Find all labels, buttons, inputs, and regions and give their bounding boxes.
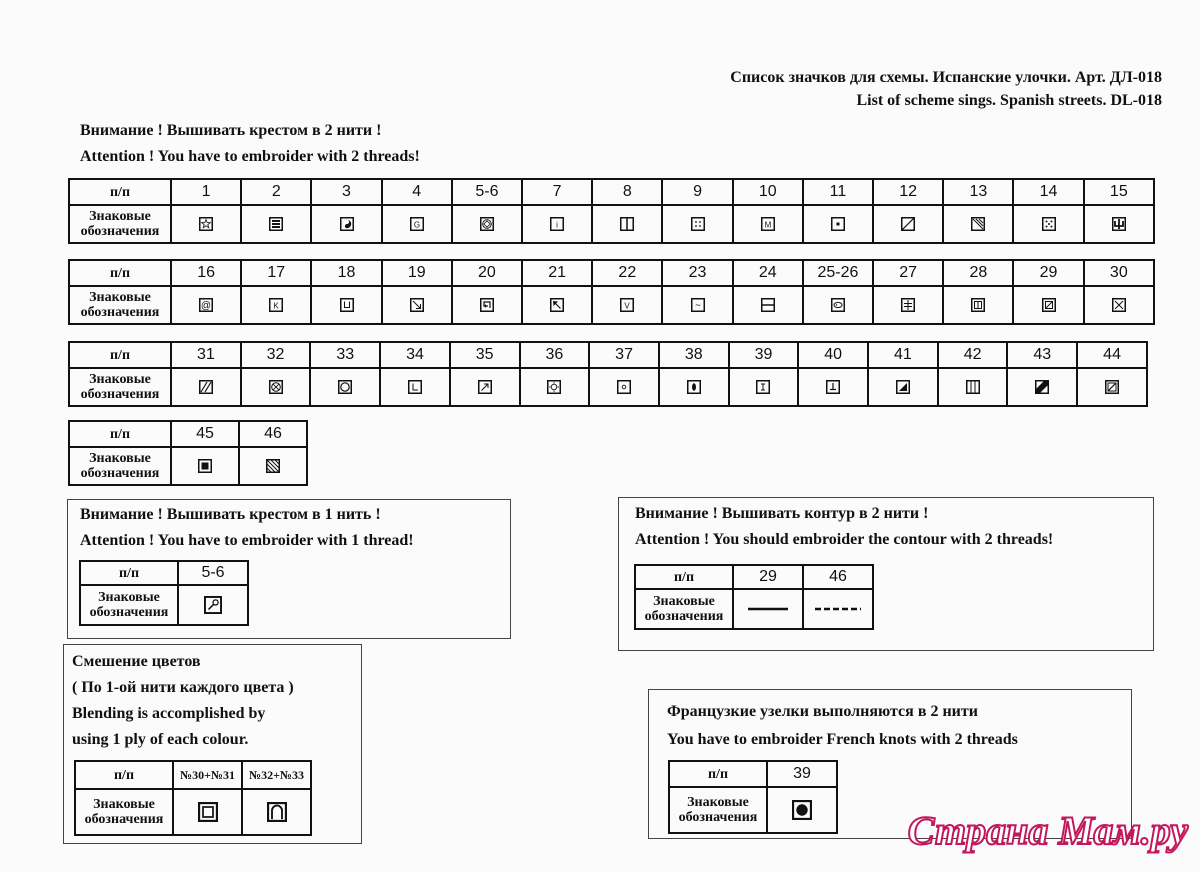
symbols-label-line-2: обозначения <box>80 224 160 239</box>
symbol-table-1-thread <box>79 560 249 626</box>
symbol-cell <box>173 789 242 835</box>
diamond-in-circle-icon <box>480 217 494 231</box>
symbol-cell <box>380 368 450 406</box>
notice-1-thread <box>80 502 414 554</box>
symbol-cell <box>1013 286 1083 324</box>
blending-ru-2: ( По 1-ой нити каждого цвета ) <box>72 679 294 696</box>
notice-contour <box>635 501 1053 553</box>
symbol-number: 5-6 <box>452 179 522 205</box>
symbol-number: 15 <box>1084 179 1154 205</box>
title-en: List of scheme sings. Spanish streets. DL-018 <box>856 92 1162 109</box>
filled-diagonal-icon <box>1035 380 1049 394</box>
svg-text:~: ~ <box>694 300 701 312</box>
svg-text:K: K <box>273 301 279 311</box>
symbol-number: 43 <box>1007 342 1077 368</box>
pp-label: п/п <box>75 761 173 789</box>
half-hatched-icon <box>971 217 985 231</box>
symbol-number: 27 <box>873 260 943 286</box>
symbol-number: 46 <box>803 565 873 589</box>
pp-label: п/п <box>80 561 178 585</box>
nested-square-icon <box>198 802 218 822</box>
pp-label: п/п <box>69 260 171 286</box>
filled-triangle-icon <box>896 380 910 394</box>
symbols-label-line-1: Знаковые <box>687 795 749 810</box>
symbol-number: 11 <box>803 179 873 205</box>
key-symbol-icon <box>204 596 222 614</box>
symbols-label-line-2: обозначения <box>80 305 160 320</box>
blending-ru-1: Смешение цветов <box>72 653 201 670</box>
letter-k-icon <box>269 298 283 312</box>
symbol-number: 34 <box>380 342 450 368</box>
arrow-down-right-icon <box>410 298 424 312</box>
arch-icon <box>267 802 287 822</box>
yin-yang-icon <box>340 217 354 231</box>
symbol-cell <box>803 286 873 324</box>
symbol-number: 46 <box>239 421 307 447</box>
symbol-cell <box>733 286 803 324</box>
symbol-cell <box>310 368 380 406</box>
symbol-cell <box>592 286 662 324</box>
symbol-number: 38 <box>659 342 729 368</box>
symbol-number: 29 <box>733 565 803 589</box>
symbol-cell <box>450 368 520 406</box>
symbol-cell <box>241 205 311 243</box>
symbol-cell <box>733 205 803 243</box>
symbol-number: 29 <box>1013 260 1083 286</box>
symbols-label <box>69 447 171 485</box>
symbol-cell <box>868 368 938 406</box>
symbol-number: 16 <box>171 260 241 286</box>
return-arrow-icon <box>480 298 494 312</box>
symbols-label <box>69 286 171 324</box>
symbol-cell <box>522 286 592 324</box>
symbol-cell <box>733 589 803 629</box>
symbol-table-french-knots <box>668 760 838 834</box>
solid-line-icon <box>748 606 788 612</box>
symbols-label-line-1: Знаковые <box>89 372 151 387</box>
symbol-number: 39 <box>767 761 837 787</box>
x-in-square-icon <box>1112 298 1126 312</box>
symbol-cell <box>1007 368 1077 406</box>
symbol-cell <box>1077 368 1147 406</box>
symbol-cell <box>382 205 452 243</box>
symbol-cell <box>242 789 311 835</box>
symbols-label <box>75 789 173 835</box>
symbol-number: 37 <box>589 342 659 368</box>
pp-label: п/п <box>669 761 767 787</box>
symbol-number: 21 <box>522 260 592 286</box>
notice-contour-ru: Внимание ! Вышивать контур в 2 нити ! <box>635 505 929 522</box>
symbols-label-line-2: обозначения <box>89 605 169 620</box>
pp-label: п/п <box>635 565 733 589</box>
grid-cross-icon <box>901 298 915 312</box>
symbol-number: 44 <box>1077 342 1147 368</box>
symbols-label <box>69 368 171 406</box>
symbol-number: 23 <box>662 260 732 286</box>
symbols-label-line-1: Знаковые <box>89 451 151 466</box>
letter-v-icon <box>620 298 634 312</box>
svg-text:@: @ <box>201 300 212 312</box>
notice-contour-en: Attention ! You should embroider the contour with 2 threads! <box>635 531 1054 548</box>
vertical-split-icon <box>620 217 634 231</box>
symbol-cell <box>382 286 452 324</box>
blending-box <box>63 644 362 844</box>
symbol-cell <box>662 286 732 324</box>
symbol-table-blending <box>74 760 312 836</box>
double-slash-icon <box>199 380 213 394</box>
symbol-number: 31 <box>171 342 241 368</box>
symbol-table-1 <box>68 178 1155 244</box>
symbol-number: №30+№31 <box>173 761 242 789</box>
title-ru: Список значков для схемы. Испанские улочки. Арт. ДЛ-018 <box>730 69 1162 86</box>
sun-icon <box>547 380 561 394</box>
arrow-up-right-icon <box>478 380 492 394</box>
symbol-number: 12 <box>873 179 943 205</box>
symbol-cell <box>592 205 662 243</box>
diagonal-in-square-icon <box>1105 380 1119 394</box>
symbol-number: 9 <box>662 179 732 205</box>
letter-i-icon <box>550 217 564 231</box>
symbol-cell <box>239 447 307 485</box>
double-diagonal-icon <box>1042 298 1056 312</box>
symbol-cell <box>729 368 799 406</box>
symbol-number: 4 <box>382 179 452 205</box>
star-in-square-icon <box>199 217 213 231</box>
notice-1-thread-en: Attention ! You have to embroider with 1 thread! <box>80 532 414 549</box>
symbol-table-3 <box>68 341 1148 407</box>
symbol-table-4 <box>68 420 308 486</box>
symbol-number: 14 <box>1013 179 1083 205</box>
symbol-cell <box>171 447 239 485</box>
symbol-cell <box>1084 205 1154 243</box>
symbol-table-2 <box>68 259 1155 325</box>
pp-label: п/п <box>69 421 171 447</box>
symbol-cell <box>798 368 868 406</box>
symbol-number: 41 <box>868 342 938 368</box>
letter-g-icon <box>410 217 424 231</box>
symbol-number: 18 <box>311 260 381 286</box>
vertical-bars-icon <box>966 380 980 394</box>
symbols-label-line-1: Знаковые <box>89 290 151 305</box>
inner-square-icon <box>971 298 985 312</box>
symbols-label-line-1: Знаковые <box>98 590 160 605</box>
four-dots-icon <box>691 217 705 231</box>
symbol-cell <box>662 205 732 243</box>
trident-icon <box>1112 217 1126 231</box>
three-horizontal-lines-icon <box>269 217 283 231</box>
symbol-cell <box>311 286 381 324</box>
at-sign-icon <box>199 298 213 312</box>
symbol-number: №32+№33 <box>242 761 311 789</box>
notice-2-threads-ru: Внимание ! Вышивать крестом в 2 нити ! <box>80 122 382 139</box>
notice-2-threads-en: Attention ! You have to embroider with 2 threads! <box>80 148 420 165</box>
symbol-number: 8 <box>592 179 662 205</box>
pp-label: п/п <box>69 179 171 205</box>
symbol-cell <box>241 286 311 324</box>
symbol-number: 19 <box>382 260 452 286</box>
tilde-icon <box>691 298 705 312</box>
hatched-square-icon <box>266 459 280 473</box>
symbol-number: 28 <box>943 260 1013 286</box>
symbol-cell <box>171 205 241 243</box>
symbol-cell <box>873 286 943 324</box>
blending-en-1: Blending is accomplished by <box>72 705 266 722</box>
small-oval-icon <box>831 298 845 312</box>
symbol-number: 2 <box>241 179 311 205</box>
notice-1-thread-ru: Внимание ! Вышивать крестом в 1 нить ! <box>80 506 381 523</box>
symbol-table-contour <box>634 564 874 630</box>
symbol-number: 5-6 <box>178 561 248 585</box>
french-knots-ru: Французкие узелки выполняются в 2 нити <box>667 703 978 720</box>
symbols-label-line-1: Знаковые <box>653 594 715 609</box>
five-dots-icon <box>1042 217 1056 231</box>
inverted-t-icon <box>826 380 840 394</box>
symbol-cell <box>311 205 381 243</box>
dashed-line-icon <box>815 606 861 612</box>
symbol-cell <box>589 368 659 406</box>
symbol-cell <box>938 368 1008 406</box>
blending-text <box>72 649 294 753</box>
symbol-number: 24 <box>733 260 803 286</box>
french-knots-text <box>667 698 1018 754</box>
symbol-number: 7 <box>522 179 592 205</box>
symbol-cell <box>452 286 522 324</box>
arrow-up-left-icon <box>550 298 564 312</box>
symbol-cell <box>803 205 873 243</box>
letter-m-icon <box>761 217 775 231</box>
symbol-cell <box>171 368 241 406</box>
page-title <box>730 66 1162 112</box>
symbol-number: 20 <box>452 260 522 286</box>
filled-oval-icon <box>687 380 701 394</box>
symbol-cell <box>178 585 248 625</box>
symbols-label-line-2: обозначения <box>80 466 160 481</box>
svg-text:V: V <box>624 301 630 311</box>
notice-2-threads <box>80 118 420 170</box>
symbol-number: 40 <box>798 342 868 368</box>
symbol-cell <box>1084 286 1154 324</box>
symbols-label-line-2: обозначения <box>80 387 160 402</box>
symbol-cell <box>659 368 729 406</box>
filled-square-icon <box>198 459 212 473</box>
symbol-number: 42 <box>938 342 1008 368</box>
symbol-cell <box>171 286 241 324</box>
small-circle-icon <box>617 380 631 394</box>
symbol-number: 39 <box>729 342 799 368</box>
symbols-label <box>80 585 178 625</box>
svg-text:M: M <box>764 220 772 230</box>
symbol-number: 45 <box>171 421 239 447</box>
filled-circle-icon <box>792 800 812 820</box>
diagonal-line-icon <box>901 217 915 231</box>
symbols-label-line-1: Знаковые <box>93 797 155 812</box>
symbol-number: 30 <box>1084 260 1154 286</box>
symbols-label-line-1: Знаковые <box>89 209 151 224</box>
symbol-number: 25-26 <box>803 260 873 286</box>
pp-label: п/п <box>69 342 171 368</box>
center-dot-icon <box>831 217 845 231</box>
symbol-number: 22 <box>592 260 662 286</box>
svg-text:G: G <box>413 220 420 230</box>
symbol-cell <box>873 205 943 243</box>
symbol-number: 3 <box>311 179 381 205</box>
symbol-cell <box>452 205 522 243</box>
horizontal-line-icon <box>761 298 775 312</box>
letter-u-icon <box>340 298 354 312</box>
french-knots-en: You have to embroider French knots with 2 threads <box>667 731 1018 748</box>
symbols-label <box>669 787 767 833</box>
circle-icon <box>338 380 352 394</box>
notice-1-thread-box <box>67 499 511 639</box>
symbol-number: 32 <box>241 342 311 368</box>
watermark-logo: Страна Мам.ру <box>907 808 1188 853</box>
symbol-cell <box>767 787 837 833</box>
symbol-number: 13 <box>943 179 1013 205</box>
symbol-cell <box>943 286 1013 324</box>
symbol-number: 35 <box>450 342 520 368</box>
symbol-cell <box>1013 205 1083 243</box>
notice-contour-box <box>618 497 1154 651</box>
symbols-label-line-2: обозначения <box>678 810 758 825</box>
symbol-cell <box>803 589 873 629</box>
symbol-number: 17 <box>241 260 311 286</box>
symbol-number: 33 <box>310 342 380 368</box>
symbol-number: 1 <box>171 179 241 205</box>
symbol-cell <box>241 368 311 406</box>
symbols-label <box>69 205 171 243</box>
symbol-cell <box>522 205 592 243</box>
letter-i-serif-icon <box>756 380 770 394</box>
letter-l-icon <box>408 380 422 394</box>
symbol-cell <box>520 368 590 406</box>
x-in-circle-icon <box>269 380 283 394</box>
symbols-label-line-2: обозначения <box>644 609 724 624</box>
svg-text:i: i <box>556 220 558 230</box>
symbol-number: 10 <box>733 179 803 205</box>
symbol-cell <box>943 205 1013 243</box>
blending-en-2: using 1 ply of each colour. <box>72 731 249 748</box>
symbols-label-line-2: обозначения <box>84 812 164 827</box>
symbol-number: 36 <box>520 342 590 368</box>
symbols-label <box>635 589 733 629</box>
